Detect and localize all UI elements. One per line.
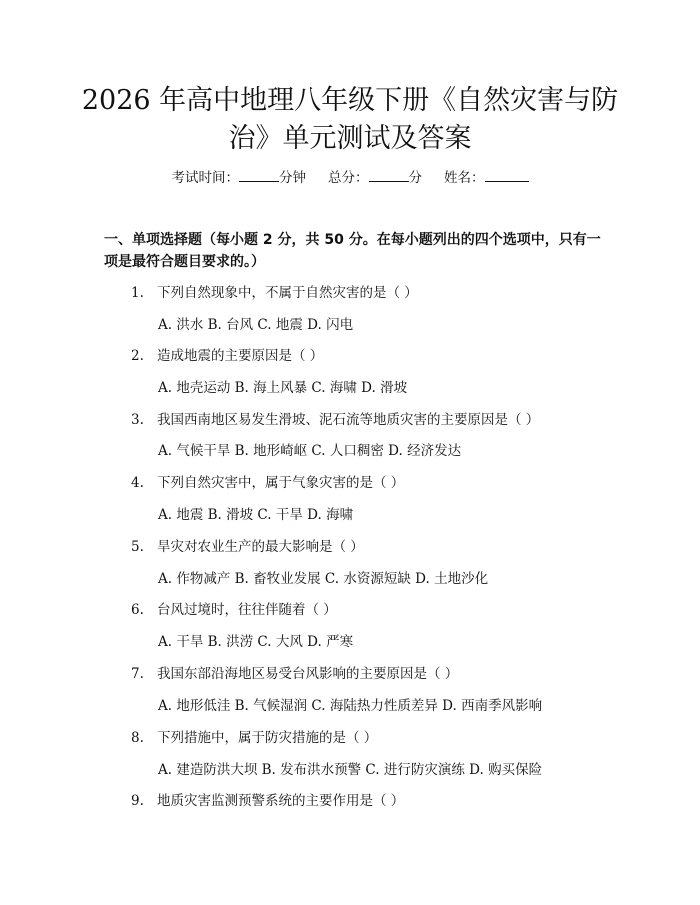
question-4-options: A. 地震 B. 滑坡 C. 干旱 D. 海啸 [158, 507, 354, 523]
question-number: 4. [131, 475, 144, 491]
page-title: 2026 年高中地理八年级下册《自然灾害与防 [81, 85, 619, 116]
question-number: 3. [131, 412, 144, 428]
question-8-options: A. 建造防洪大坝 B. 发布洪水预警 C. 进行防灾演练 D. 购买保险 [158, 762, 543, 778]
question-text: 地质灾害监测预警系统的主要作用是（ ） [157, 793, 405, 809]
question-number: 8. [131, 730, 144, 746]
question-text: 旱灾对农业生产的最大影响是（ ） [157, 539, 364, 555]
question-4 [131, 473, 404, 493]
exam-info-line [0, 168, 700, 188]
section-heading: 一、单项选择题（每小题 2 分，共 50 分。在每小题列出的四个选项中，只有一项是最符合题目要求的。） [104, 232, 601, 270]
question-text: 下列措施中，属于防灾措施的是（ ） [157, 730, 378, 746]
question-6 [131, 600, 337, 620]
question-text: 下列自然现象中，不属于自然灾害的是（ ） [157, 285, 418, 301]
question-3-options: A. 气候干旱 B. 地形崎岖 C. 人口稠密 D. 经济发达 [158, 443, 462, 459]
total-score-label: 总分： [328, 170, 369, 186]
total-score-blank [369, 169, 409, 182]
question-number: 9. [131, 793, 144, 809]
question-number: 2. [131, 348, 144, 364]
question-5 [131, 537, 364, 557]
student-name-field [444, 168, 529, 188]
exam-time-field [172, 168, 307, 188]
total-score-field [328, 168, 422, 188]
question-5-options: A. 作物减产 B. 畜牧业发展 C. 水资源短缺 D. 土地沙化 [158, 571, 489, 587]
question-6-options: A. 干旱 B. 洪涝 C. 大风 D. 严寒 [158, 634, 354, 650]
student-name-label: 姓名： [444, 170, 485, 186]
question-7 [131, 664, 458, 684]
question-number: 7. [131, 666, 144, 682]
question-text: 造成地震的主要原因是（ ） [157, 348, 324, 364]
question-8 [131, 728, 377, 748]
question-7-options: A. 地形低洼 B. 气候湿润 C. 海陆热力性质差异 D. 西南季风影响 [158, 698, 543, 714]
question-9 [131, 791, 404, 811]
question-2 [131, 346, 323, 366]
exam-time-unit: 分钟 [279, 170, 306, 186]
question-number: 1. [131, 285, 144, 301]
question-1 [131, 283, 418, 303]
question-number: 5. [131, 539, 144, 555]
exam-time-blank [239, 169, 279, 182]
question-number: 6. [131, 602, 144, 618]
total-score-unit: 分 [408, 170, 422, 186]
question-1-options: A. 洪水 B. 台风 C. 地震 D. 闪电 [158, 317, 354, 333]
page-title-continued: 治》单元测试及答案 [228, 123, 472, 154]
question-text: 下列自然灾害中，属于气象灾害的是（ ） [157, 475, 405, 491]
question-3 [131, 410, 539, 430]
student-name-blank [485, 169, 529, 182]
question-text: 我国东部沿海地区易受台风影响的主要原因是（ ） [157, 666, 459, 682]
question-text: 我国西南地区易发生滑坡、泥石流等地质灾害的主要原因是（ ） [157, 412, 540, 428]
question-text: 台风过境时，往往伴随着（ ） [157, 602, 337, 618]
question-2-options: A. 地壳运动 B. 海上风暴 C. 海啸 D. 滑坡 [158, 380, 408, 396]
exam-time-label: 考试时间： [171, 170, 239, 186]
